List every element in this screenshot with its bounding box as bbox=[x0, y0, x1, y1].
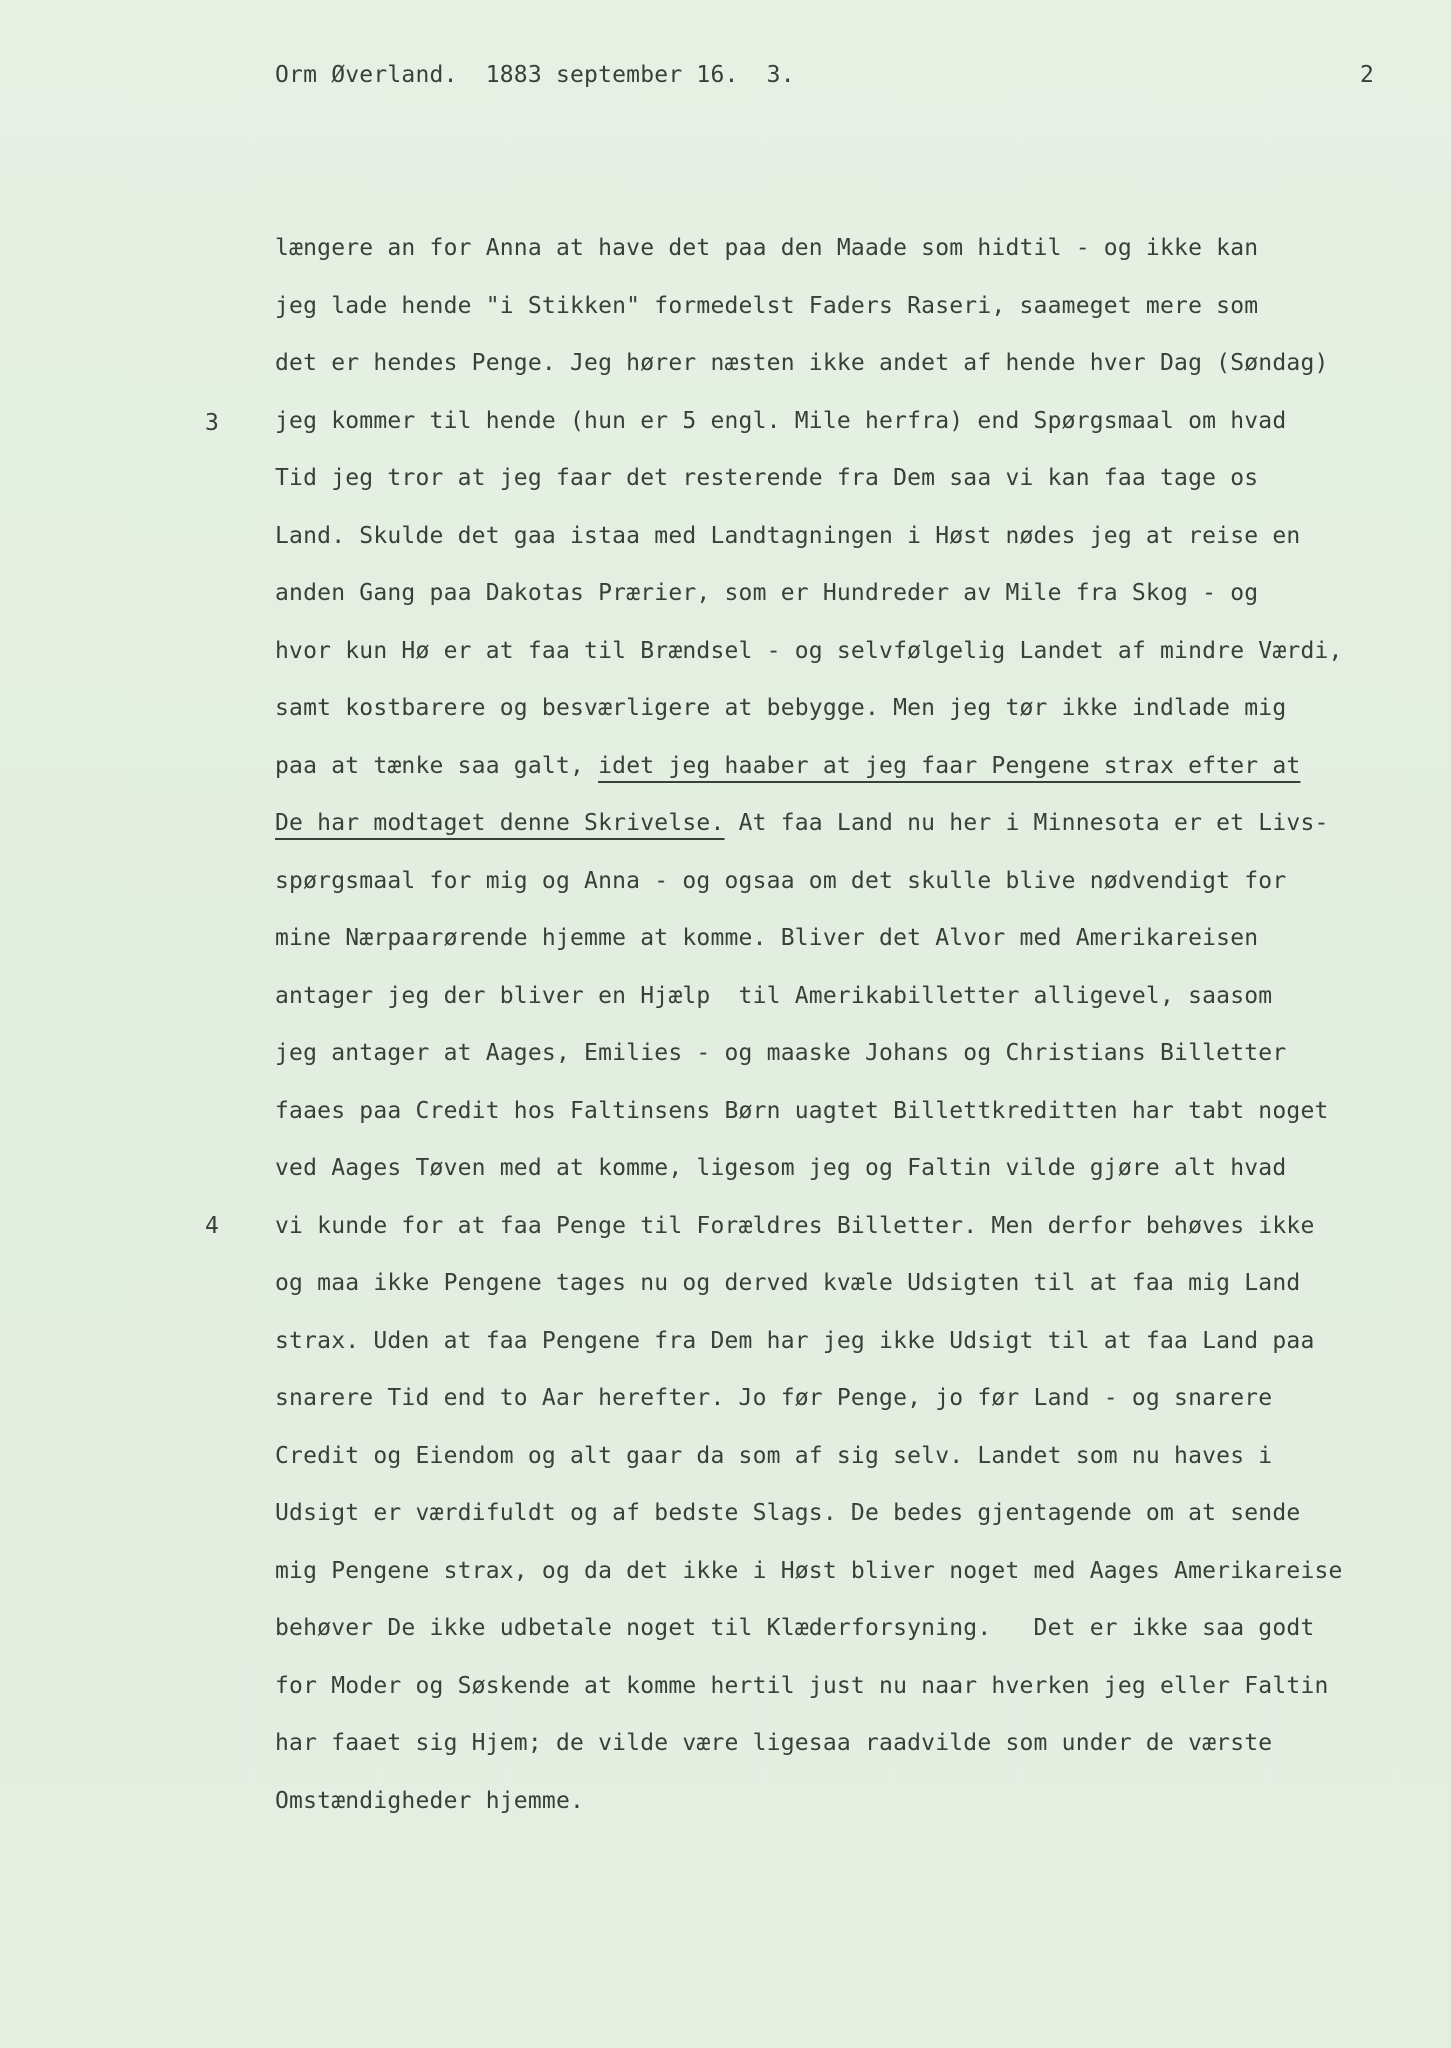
text-line: og maa ikke Pengene tages nu og derved kvæle Udsigten til at faa mig Land bbox=[275, 1270, 1301, 1296]
text-line: Udsigt er værdifuldt og af bedste Slags. De bedes gjentagende om at sende bbox=[275, 1500, 1301, 1526]
page-number: 2 bbox=[1360, 62, 1374, 88]
text-line: snarere Tid end to Aar herefter. Jo før Penge, jo før Land - og snarere bbox=[275, 1385, 1273, 1411]
text-line: jeg antager at Aages, Emilies - og maaske Johans og Christians Billetter bbox=[275, 1040, 1287, 1066]
text-line: Credit og Eiendom og alt gaar da som af sig selv. Landet som nu haves i bbox=[275, 1442, 1273, 1469]
text-line: ved Aages Tøven med at komme, ligesom jeg og Faltin vilde gjøre alt hvad bbox=[275, 1155, 1287, 1181]
text-line: faaes paa Credit hos Faltinsens Børn uagtet Billettkreditten har tabt noget bbox=[275, 1097, 1329, 1124]
text-line: mig Pengene strax, og da det ikke i Høst bliver noget med Aages Amerikareise bbox=[275, 1557, 1343, 1584]
margin-note-3: 3 bbox=[205, 410, 219, 436]
text-line: vi kunde for at faa Penge til Forældres Billetter. Men derfor behøves ikke bbox=[275, 1212, 1315, 1239]
text-line: Omstændigheder hjemme. bbox=[275, 1787, 585, 1814]
text-line: for Moder og Søskende at komme hertil just nu naar hverken jeg eller Faltin bbox=[275, 1672, 1329, 1699]
text-line: behøver De ikke udbetale noget til Klæderforsyning. Det er ikke saa godt bbox=[275, 1615, 1315, 1641]
text-line: længere an for Anna at have det paa den Maade som hidtil - og ikke kan bbox=[275, 235, 1259, 261]
underlined-text: De har modtaget denne Skrivelse. bbox=[275, 810, 725, 836]
text-line: Land. Skulde det gaa istaa med Landtagningen i Høst nødes jeg at reise en bbox=[275, 522, 1301, 549]
text-line: antager jeg der bliver en Hjælp til Amerikabilletter alligevel, saasom bbox=[275, 982, 1273, 1009]
margin-note-4: 4 bbox=[205, 1213, 219, 1239]
text-line: det er hendes Penge. Jeg hører næsten ikke andet af hende hver Dag (Søndag) bbox=[275, 350, 1329, 376]
text-line bbox=[275, 807, 1343, 865]
plain-text: At faa Land nu her i Minnesota er et Livs- bbox=[724, 810, 1329, 836]
plain-text: paa at tænke saa galt, bbox=[275, 752, 599, 779]
text-line: mine Nærpaarørende hjemme at komme. Bliver det Alvor med Amerikareisen bbox=[275, 925, 1259, 951]
text-line: strax. Uden at faa Pengene fra Dem har jeg ikke Udsigt til at faa Land paa bbox=[275, 1327, 1315, 1354]
text-line: jeg lade hende "i Stikken" formedelst Faders Raseri, saameget mere som bbox=[275, 292, 1259, 319]
text-line: anden Gang paa Dakotas Prærier, som er Hundreder av Mile fra Skog - og bbox=[275, 580, 1259, 606]
page-header-title: Orm Øverland. 1883 september 16. 3. bbox=[275, 62, 795, 88]
text-line: hvor kun Hø er at faa til Brændsel - og selvfølgelig Landet af mindre Værdi, bbox=[275, 637, 1343, 664]
letter-body bbox=[275, 232, 1343, 1842]
text-line bbox=[275, 750, 1343, 808]
text-line: samt kostbarere og besværligere at bebygge. Men jeg tør ikke indlade mig bbox=[275, 695, 1287, 721]
text-line: jeg kommer til hende (hun er 5 engl. Mile herfra) end Spørgsmaal om hvad bbox=[275, 407, 1287, 434]
text-line: spørgsmaal for mig og Anna - og ogsaa om det skulle blive nødvendigt for bbox=[275, 867, 1287, 894]
underlined-text: idet jeg haaber at jeg faar Pengene strax efter at bbox=[598, 752, 1301, 779]
text-line: Tid jeg tror at jeg faar det resterende fra Dem saa vi kan faa tage os bbox=[275, 465, 1259, 491]
text-line: har faaet sig Hjem; de vilde være ligesaa raadvilde som under de værste bbox=[275, 1730, 1273, 1756]
